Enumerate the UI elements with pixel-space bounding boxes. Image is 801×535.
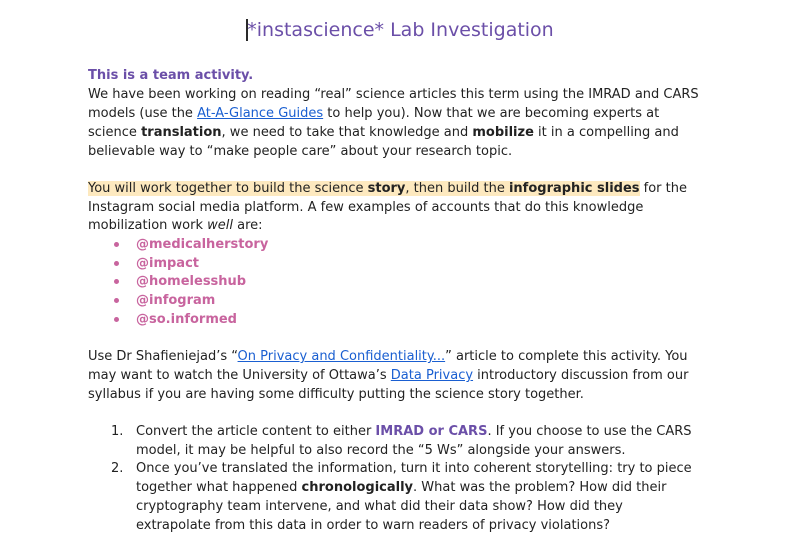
bold-text: infographic slides <box>508 181 640 196</box>
bold-text: IMRAD or CARS <box>375 424 488 439</box>
step-line: cryptography team intervene, and what did their data show? How did they <box>136 499 623 514</box>
text-span: mobilization work <box>88 218 208 233</box>
text-span: introductory discussion from our <box>473 368 689 383</box>
text-span: ” article to complete this activity. You <box>445 349 688 364</box>
text-span: for the <box>639 181 687 196</box>
paragraph-line <box>88 216 263 235</box>
text-span: models (use the <box>88 106 198 121</box>
text-span: , we need to take that knowledge and <box>221 125 473 140</box>
paragraph-line <box>88 104 659 123</box>
step-line: model, it may be helpful to also record the “5 Ws” alongside your answers. <box>136 443 626 458</box>
step-line <box>136 422 692 441</box>
paragraph-line <box>88 347 688 366</box>
text-span: science <box>88 125 142 140</box>
italic-text: well <box>207 218 233 233</box>
paragraph-line: Instagram social media platform. A few examples of accounts that do this knowledge <box>88 200 644 215</box>
text-span: together what happened <box>136 480 302 495</box>
text-span: may want to watch the University of Ottawa’s <box>88 368 391 383</box>
bullet-icon <box>114 279 119 284</box>
list-number: 1. <box>111 424 124 439</box>
account-handle: @medicalherstory <box>136 237 269 252</box>
on-privacy-article-link[interactable]: On Privacy and Confidentiality... <box>237 349 446 364</box>
data-privacy-link[interactable]: Data Privacy <box>390 368 474 383</box>
paragraph-line: We have been working on reading “real” science articles this term using the IMRAD and CARS <box>88 87 699 102</box>
text-span: . What was the problem? How did their <box>413 480 667 495</box>
text-span: . If you choose to use the CARS <box>487 424 692 439</box>
account-handle: @impact <box>136 256 200 271</box>
paragraph-line: syllabus if you are having some difficulty putting the science story together. <box>88 387 584 402</box>
bold-text: chronologically <box>301 480 414 495</box>
text-span: to help you). Now that we are becoming experts at <box>323 106 660 121</box>
bullet-icon <box>114 242 119 247</box>
list-number: 2. <box>111 461 124 476</box>
text-span: it in a compelling and <box>533 125 679 140</box>
account-handle: @homelesshub <box>136 274 247 289</box>
step-line: Once you’ve translated the information, turn it into coherent storytelling: try to piece <box>136 461 692 476</box>
bullet-icon <box>114 298 119 303</box>
highlighted-text <box>88 181 640 196</box>
team-activity-heading: This is a team activity. <box>88 68 254 83</box>
bullet-icon <box>114 317 119 322</box>
text-span: Convert the article content to either <box>136 424 376 439</box>
text-span: , then build the <box>405 181 509 196</box>
document-title: *instascience* Lab Investigation <box>247 19 554 41</box>
at-a-glance-guides-link[interactable]: At-A-Glance Guides <box>197 106 324 121</box>
account-handle: @so.informed <box>136 312 237 327</box>
text-span: are: <box>232 218 263 233</box>
paragraph-line <box>88 366 688 385</box>
bullet-icon <box>114 261 119 266</box>
paragraph-line <box>88 123 679 142</box>
paragraph-line: believable way to “make people care” about your research topic. <box>88 144 513 159</box>
text-span: You will work together to build the science <box>88 181 368 196</box>
text-span: Use Dr Shafieniejad’s “ <box>88 349 238 364</box>
bold-text: mobilize <box>472 125 534 140</box>
account-handle: @infogram <box>136 293 216 308</box>
paragraph-line <box>88 179 687 198</box>
bold-text: translation <box>141 125 222 140</box>
bold-text: story <box>367 181 406 196</box>
step-line <box>136 478 666 497</box>
step-line: extrapolate from this data in order to warn readers of privacy violations? <box>136 518 611 533</box>
